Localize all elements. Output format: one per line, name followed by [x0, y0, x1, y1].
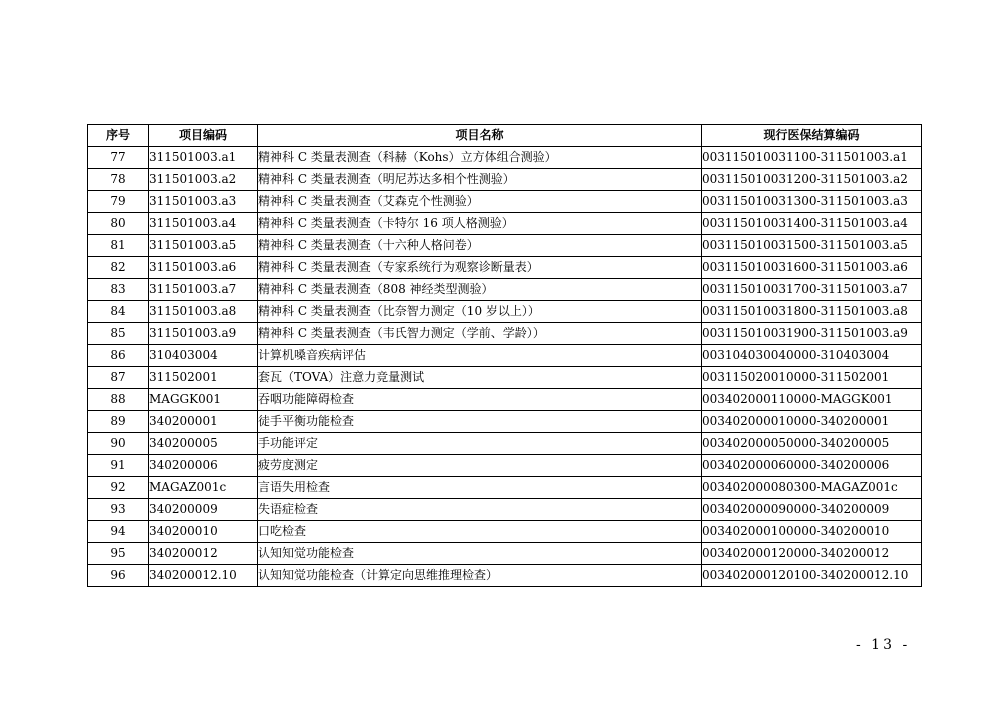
cell-insurance-code: 003104030040000-310403004	[702, 345, 922, 367]
cell-code: 311501003.a5	[149, 235, 258, 257]
cell-name: 计算机嗓音疾病评估	[258, 345, 702, 367]
table-row	[88, 521, 922, 543]
cell-name: 精神科 C 类量表测查（艾森克个性测验）	[258, 191, 702, 213]
cell-no: 84	[88, 301, 149, 323]
cell-name: 言语失用检查	[258, 477, 702, 499]
cell-code: 340200012.10	[149, 565, 258, 587]
cell-code: 311501003.a4	[149, 213, 258, 235]
table-row	[88, 301, 922, 323]
table-header-row	[88, 125, 922, 147]
table-row	[88, 367, 922, 389]
cell-insurance-code: 003115010031100-311501003.a1	[702, 147, 922, 169]
cell-name: 口吃检查	[258, 521, 702, 543]
cell-insurance-code: 003115010031300-311501003.a3	[702, 191, 922, 213]
cell-name: 套瓦（TOVA）注意力竞量测试	[258, 367, 702, 389]
cell-insurance-code: 003402000090000-340200009	[702, 499, 922, 521]
cell-no: 87	[88, 367, 149, 389]
cell-code: 311501003.a2	[149, 169, 258, 191]
cell-no: 83	[88, 279, 149, 301]
cell-code: 340200006	[149, 455, 258, 477]
table-row	[88, 235, 922, 257]
table-row	[88, 279, 922, 301]
cell-no: 80	[88, 213, 149, 235]
cell-code: 311501003.a9	[149, 323, 258, 345]
cell-insurance-code: 003115020010000-311502001	[702, 367, 922, 389]
cell-name: 精神科 C 类量表测查（明尼苏达多相个性测验）	[258, 169, 702, 191]
cell-name: 精神科 C 类量表测查（808 神经类型测验）	[258, 279, 702, 301]
cell-no: 86	[88, 345, 149, 367]
cell-no: 94	[88, 521, 149, 543]
cell-insurance-code: 003402000120000-340200012	[702, 543, 922, 565]
cell-code: 311501003.a8	[149, 301, 258, 323]
cell-insurance-code: 003115010031600-311501003.a6	[702, 257, 922, 279]
page-number: - 13 -	[856, 637, 911, 653]
cell-code: 340200005	[149, 433, 258, 455]
cell-code: 340200001	[149, 411, 258, 433]
cell-name: 精神科 C 类量表测查（专家系统行为观察诊断量表）	[258, 257, 702, 279]
cell-code: 310403004	[149, 345, 258, 367]
header-no: 序号	[88, 125, 149, 147]
cell-name: 精神科 C 类量表测查（卡特尔 16 项人格测验）	[258, 213, 702, 235]
table-row	[88, 433, 922, 455]
cell-insurance-code: 003115010031500-311501003.a5	[702, 235, 922, 257]
table-row	[88, 257, 922, 279]
table-row	[88, 345, 922, 367]
cell-insurance-code: 003402000100000-340200010	[702, 521, 922, 543]
cell-insurance-code: 003402000110000-MAGGK001	[702, 389, 922, 411]
cell-code: MAGGK001	[149, 389, 258, 411]
cell-name: 精神科 C 类量表测查（科赫（Kohs）立方体组合测验）	[258, 147, 702, 169]
cell-insurance-code: 003115010031800-311501003.a8	[702, 301, 922, 323]
cell-insurance-code: 003402000060000-340200006	[702, 455, 922, 477]
items-table	[87, 124, 922, 587]
cell-name: 精神科 C 类量表测查（比奈智力测定（10 岁以上））	[258, 301, 702, 323]
cell-code: 340200009	[149, 499, 258, 521]
table-row	[88, 455, 922, 477]
table-row	[88, 477, 922, 499]
table-row	[88, 565, 922, 587]
table-row	[88, 543, 922, 565]
cell-code: 311501003.a3	[149, 191, 258, 213]
table-body	[88, 147, 922, 587]
cell-insurance-code: 003115010031200-311501003.a2	[702, 169, 922, 191]
table-row	[88, 213, 922, 235]
cell-name: 认知知觉功能检查	[258, 543, 702, 565]
cell-code: 311501003.a7	[149, 279, 258, 301]
cell-no: 93	[88, 499, 149, 521]
table-row	[88, 499, 922, 521]
cell-code: MAGAZ001c	[149, 477, 258, 499]
cell-name: 精神科 C 类量表测查（十六种人格问卷）	[258, 235, 702, 257]
header-code: 项目编码	[149, 125, 258, 147]
cell-no: 96	[88, 565, 149, 587]
cell-insurance-code: 003115010031900-311501003.a9	[702, 323, 922, 345]
table-row	[88, 147, 922, 169]
cell-insurance-code: 003115010031700-311501003.a7	[702, 279, 922, 301]
cell-code: 311501003.a6	[149, 257, 258, 279]
table-row	[88, 323, 922, 345]
cell-code: 340200010	[149, 521, 258, 543]
cell-insurance-code: 003402000010000-340200001	[702, 411, 922, 433]
cell-insurance-code: 003402000050000-340200005	[702, 433, 922, 455]
cell-name: 手功能评定	[258, 433, 702, 455]
cell-no: 92	[88, 477, 149, 499]
cell-insurance-code: 003402000080300-MAGAZ001c	[702, 477, 922, 499]
cell-code: 311501003.a1	[149, 147, 258, 169]
table-row	[88, 169, 922, 191]
cell-name: 徒手平衡功能检查	[258, 411, 702, 433]
cell-no: 89	[88, 411, 149, 433]
cell-no: 90	[88, 433, 149, 455]
cell-no: 95	[88, 543, 149, 565]
cell-no: 91	[88, 455, 149, 477]
cell-no: 81	[88, 235, 149, 257]
cell-no: 77	[88, 147, 149, 169]
cell-no: 79	[88, 191, 149, 213]
cell-code: 311502001	[149, 367, 258, 389]
cell-code: 340200012	[149, 543, 258, 565]
cell-insurance-code: 003115010031400-311501003.a4	[702, 213, 922, 235]
cell-name: 认知知觉功能检查（计算定向思维推理检查）	[258, 565, 702, 587]
cell-no: 78	[88, 169, 149, 191]
header-insurance-code: 现行医保结算编码	[702, 125, 922, 147]
cell-name: 精神科 C 类量表测查（韦氏智力测定（学前、学龄））	[258, 323, 702, 345]
cell-no: 85	[88, 323, 149, 345]
cell-insurance-code: 003402000120100-340200012.10	[702, 565, 922, 587]
header-name: 项目名称	[258, 125, 702, 147]
cell-no: 88	[88, 389, 149, 411]
table-row	[88, 389, 922, 411]
table-row	[88, 191, 922, 213]
table-row	[88, 411, 922, 433]
cell-name: 吞咽功能障碍检查	[258, 389, 702, 411]
cell-no: 82	[88, 257, 149, 279]
cell-name: 失语症检查	[258, 499, 702, 521]
cell-name: 疲劳度测定	[258, 455, 702, 477]
